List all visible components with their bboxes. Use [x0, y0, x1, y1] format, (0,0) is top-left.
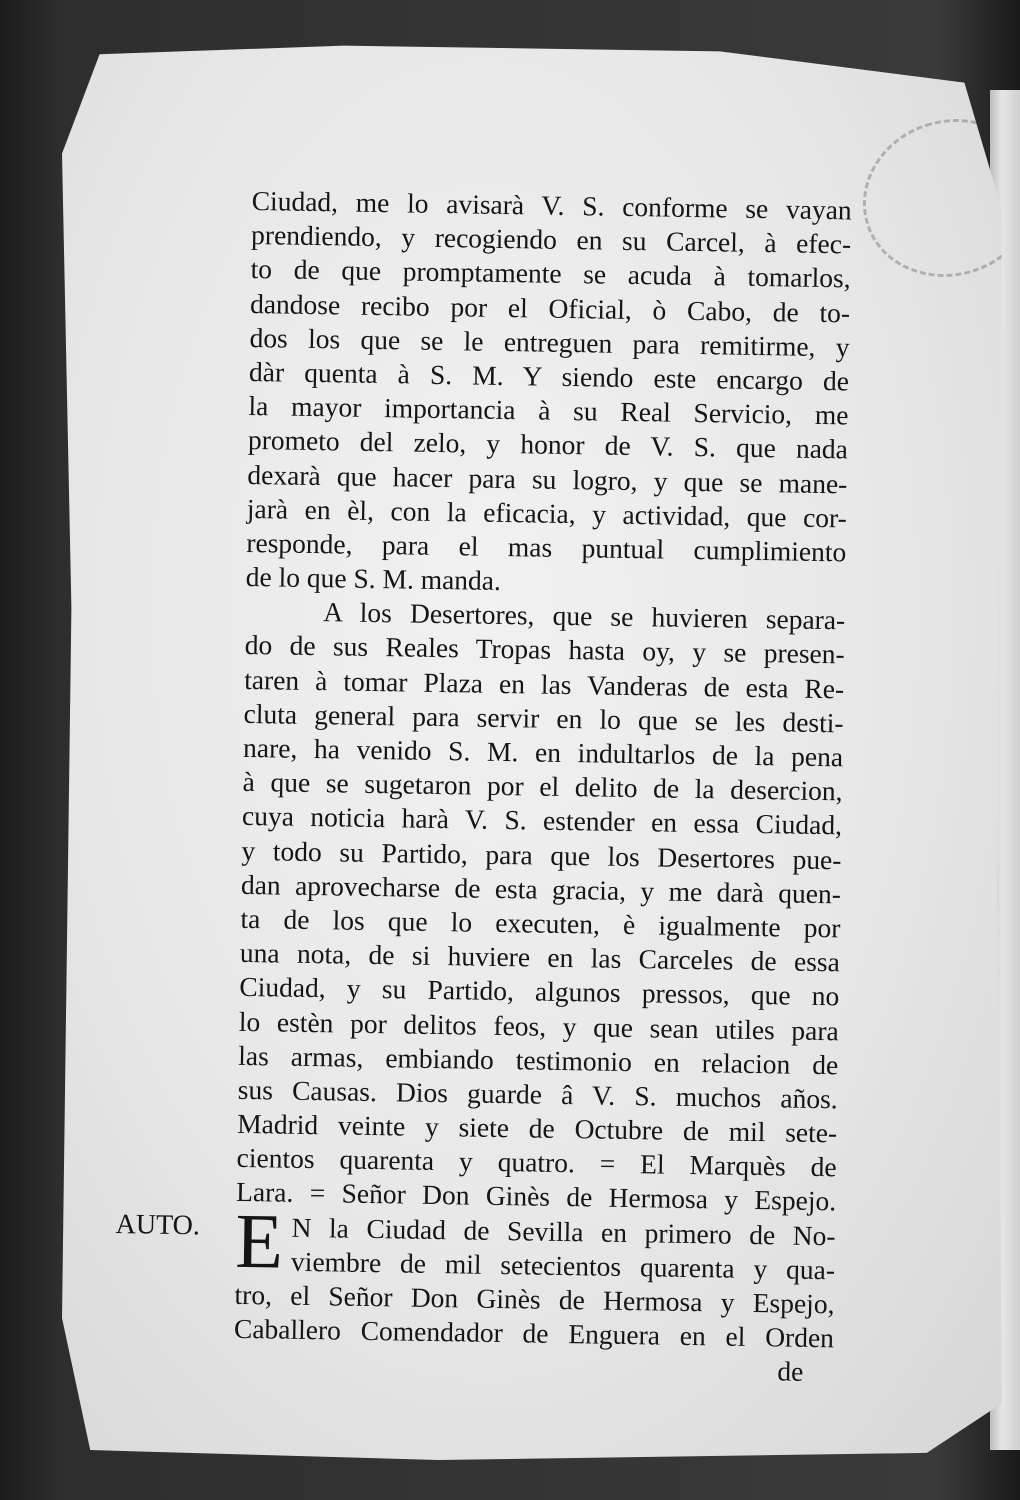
text-line: do de sus Reales Tropas hasta oy, y se presen- [244, 629, 845, 670]
text-line: responde, para el mas puntual cumplimiento [246, 526, 847, 568]
text-line: dàr quenta à S. M. Y siendo este encargo de [248, 355, 850, 397]
text-line: prendiendo, y recogiendo en su Carcel, à efec- [250, 219, 852, 260]
text-line: de lo que S. M. manda. [245, 561, 502, 597]
text-line: Ciudad, y su Partido, algunos pressos, que no [239, 971, 840, 1012]
text-line: las armas, embiando testimonio en relacion de [238, 1039, 839, 1081]
text-line: prometo del zelo, y honor de V. S. que nada [247, 424, 849, 465]
text-line: cuya noticia harà V. S. estender en essa Ciudad, [241, 800, 843, 841]
page-text [115, 184, 852, 1390]
text-line: y todo su Partido, para que los Desertores pue- [241, 834, 842, 875]
text-line: Madrid veinte y siete de Octubre de mil sete- [236, 1107, 838, 1149]
text-line: Ciudad, me lo avisarà V. S. conforme se vayan [251, 184, 852, 226]
text-line: tro, el Señor Don Ginès de Hermosa y Espejo, [234, 1278, 835, 1320]
text-line: Caballero Comendador de Enguera en el Orden [233, 1313, 835, 1354]
text-line: lo estèn por delitos feos, y que sean utiles para [238, 1005, 840, 1046]
text-line: à que se sugetaron por el delito de la desercion, [242, 766, 843, 807]
auto-label: AUTO. [115, 1208, 201, 1241]
text-line: dan aprovecharse de esta gracia, y me darà quen- [240, 868, 842, 910]
drop-cap: E [234, 1196, 284, 1285]
text-line: taren à tomar Plaza en las Vanderas de esta Re- [243, 663, 845, 704]
text-line: dexarà que hacer para su logro, y que se mane- [247, 458, 848, 499]
catchword: de [777, 1355, 804, 1388]
text-line: la mayor importancia à su Real Servicio, me [248, 390, 849, 431]
text-line: ta de los que lo executen, è igualmente por [240, 902, 841, 944]
text-line: N la Ciudad de Sevilla en primero de No- [291, 1211, 836, 1251]
text-line: jarà en èl, con la eficacia, y actividad, que cor- [246, 492, 848, 534]
text-line: dos los que se le entreguen para remitirme, y [249, 321, 850, 363]
paragraph-2 [236, 594, 846, 1219]
text-line: viembre de mil setecientos quarenta y qua- [290, 1245, 836, 1286]
paragraph-1 [246, 184, 852, 604]
text-line: A los Desertores, que se huvieren separa- [323, 596, 846, 636]
text-line: cluta general para servir en lo que se les desti- [243, 697, 844, 739]
text-line: to de que promptamente se acuda à tomarlos, [250, 253, 851, 294]
text-line: sus Causas. Dios guarde â V. S. muchos años. [237, 1073, 838, 1115]
text-line: nare, ha venido S. M. en indultarlos de la pena [242, 731, 844, 773]
text-line: una nota, de si huviere en las Carceles de essa [239, 937, 841, 978]
text-line: cientos quarenta y quatro. = El Marquès de [236, 1142, 837, 1183]
text-line: dandose recibo por el Oficial, ò Cabo, de to- [249, 287, 851, 328]
text-line: Lara. = Señor Don Ginès de Hermosa y Espejo. [235, 1176, 837, 1217]
